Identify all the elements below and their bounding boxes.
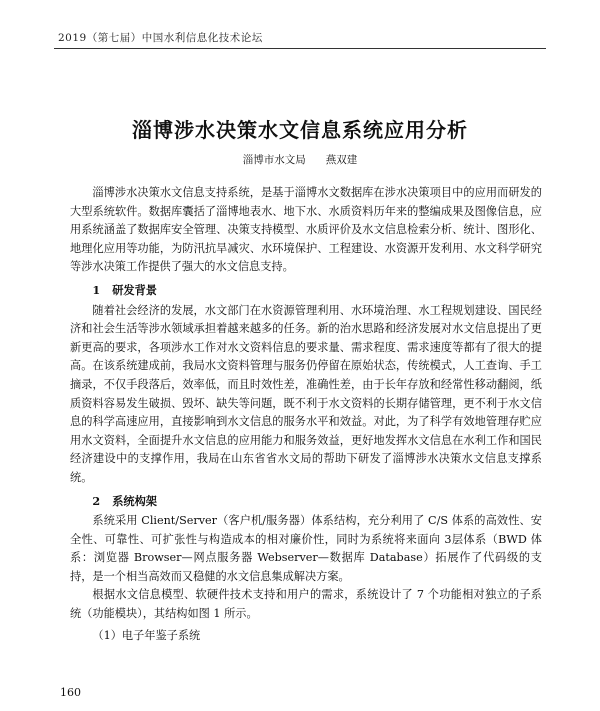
section-2-paragraph-1: 系统采用 Client/Server（客户机/服务器）体系结构，充分利用了 C/S 体系的高效性、安全性、可靠性、可扩张性与构造成本的相对廉价性，同时为系统将来面向 3层体系（BWD 体系：浏览器 Browser—网点服务器 Webserver—数据库 Database）拓展作了代码级的支持，是一个相当高效而又稳健的水文信息集成解决方案。 [70, 514, 542, 583]
section-1-title: 研发背景 [112, 282, 157, 297]
section-1-paragraph: 随着社会经济的发展，水文部门在水资源管理利用、水环境治理、水工程规划建设、国民经济和社会生活等涉水领域承担着越来越多的任务。新的治水思路和经济发展对水文信息提出了更新更高的要求，各项涉水工作对水文资料信息的要求量、需求程度、需求速度等都有了很大的提高。在该系统建成前，我局水文资料管理与服务仍停留在原始状态，传统模式，人工查询、手工摘录，不仅手段落后，效率低，而且时效性差，准确性差，由于长年存放和经常性移动翻阅，纸质资料容易发生破损、毁坏、缺失等问题，既不利于水文资料的长期存储管理，更不利于水文信息的科学高速应用，直接影响到水文信息的服务水平和效益。对此，为了科学有效地管理存贮应用水文资料，全面提升水文信息的应用能力和服务效益，更好地发挥水文信息在水利工作和国民经济建设中的支撑作用，我局在山东省省水文局的帮助下研发了淄博涉水决策水文信息支撑系统。 [70, 303, 542, 484]
section-2-paragraph-2: 根据水文信息模型、软硬件技术支持和用户的需求，系统设计了 7 个功能相对独立的子系统（功能模块），其结构如图 1 所示。 [70, 588, 542, 621]
section-1-number: 1 [92, 282, 101, 297]
section-1-heading [70, 281, 542, 300]
intro-paragraph: 淄博涉水决策水文信息支持系统，是基于淄博水文数据库在涉水决策项目中的应用而研发的大型系统软件。数据库囊括了淄博地表水、地下水、水质资料历年来的整编成果及图像信息，应用系统涵盖了数据库安全管理、决策支持模型、水质评价及水文信息检索分析、统计、图形化、地理化应用等功能，为防汛抗旱减灾、水环境保护、工程建设、水资源开发利用、水文科学研究等涉水决策工作提供了强大的水文信息支持。 [70, 186, 542, 274]
author-affiliation: 淄博市水文局 [242, 154, 306, 166]
byline [0, 152, 600, 167]
page-number: 160 [60, 686, 81, 699]
author-name: 燕双建 [325, 154, 358, 166]
running-head: 2019（第七届）中国水利信息化技术论坛 [58, 32, 263, 44]
section-2-number: 2 [92, 493, 101, 508]
paper-title: 淄博涉水决策水文信息系统应用分析 [132, 118, 468, 142]
section-2-title: 系统构架 [112, 493, 157, 508]
section-2-heading [70, 492, 542, 511]
header-rule [54, 48, 546, 49]
article-body [70, 184, 542, 645]
subsection-1-heading: （1）电子年鉴子系统 [92, 628, 201, 642]
